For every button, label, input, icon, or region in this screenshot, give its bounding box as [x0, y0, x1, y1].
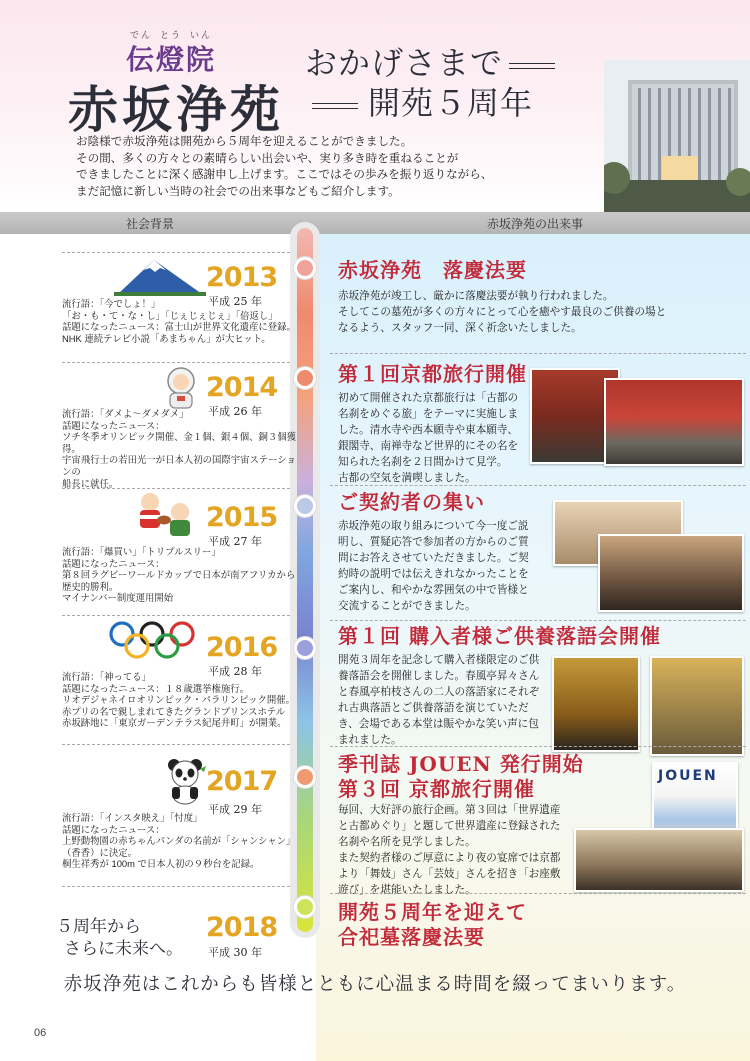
timeline-bar — [297, 228, 313, 932]
temple-name: 伝燈院 — [126, 43, 217, 76]
gathering-photo — [598, 534, 744, 612]
heisei-label: 平成 29 年 — [208, 803, 262, 816]
society-notes: 流行語：「インスタ映え」「忖度」 話題になったニュース： 上野動物園の赤ちゃんパンダの名前が「シャンシャン」 （香香）に決定。 桐生祥秀が 100m で日本人初の９秒台を記録。 — [62, 812, 296, 870]
year-label: 2013 — [206, 262, 278, 293]
panda-icon — [164, 757, 208, 809]
subtitle-line-1: おかげさまで — [305, 38, 555, 84]
timeline-dot — [294, 637, 316, 659]
heisei-label: 平成 30 年 — [208, 946, 262, 959]
rakugo-hall-photo — [650, 656, 744, 756]
timeline-dot — [294, 896, 316, 918]
event-title: 第１回 購入者様ご供養落語会開催 — [338, 624, 661, 648]
divider — [62, 488, 290, 489]
heisei-label: 平成 27 年 — [208, 535, 262, 548]
divider — [62, 744, 290, 745]
event-body: 初めて開催された京都旅行は「古都の 名刹をめぐる旅」をテーマに実施しま した。清水寺や西本願寺や東本願寺、 銀閣寺、南禅寺など世界的にその名を 知られた名刹を２日間かけて見学。 古都の空気を満喫しました。 — [338, 392, 519, 484]
column-header-society: 社会背景 — [125, 217, 174, 231]
rakugo-photo — [552, 656, 640, 752]
event-body: 毎回、大好評の旅行企画。第３回は「世界遺産 と古都めぐり」と題して世界遺産に登録された 名刹や名所を見学しました。 また契約者様のご厚意により夜の宴席では京都 より「舞妓」さん「芸妓」さんを招き「お座敷 遊び」を堪能いたしました。 — [338, 804, 561, 896]
timeline-dot — [294, 367, 316, 389]
event-title: 第１回京都旅行開催 — [338, 362, 527, 386]
society-notes: 流行語：「ダメよ～ダメダメ」 話題になったニュース： ソチ冬季オリンピック開催、金１個、銀４個、銅３個獲得。 宇宙飛行士の若田光一が日本人初の国際宇宙ステーションの 船長に就任。 — [62, 408, 297, 489]
divider — [62, 252, 290, 253]
society-notes: 流行語：「神ってる」 話題になったニュース：１８歳選挙権施行。 リオデジャネイロオリンピック・パラリンピック開催。 赤プリの名で親しまれてきたグランドプリンスホテル 赤坂跡地に「東京ガーデンテラス紀尾井町」が開業。 — [62, 671, 295, 729]
temple-ruby: でん とう いん — [129, 31, 212, 41]
event-title: 季刊誌 JOUEN 発行開始 第３回 京都旅行開催 — [338, 752, 584, 801]
building-photo — [604, 60, 750, 212]
year-label: 2017 — [206, 766, 278, 797]
kyoto-banquet-photo — [574, 828, 744, 892]
astronaut-icon — [160, 366, 202, 414]
heisei-label: 平成 26 年 — [208, 405, 262, 418]
year-label: 2018 — [206, 912, 278, 943]
event-body: 赤坂浄苑の取り組みについて今一度ご説 明し、質疑応答で参加者の方からのご質 問にお答えさせていただきました。ご契 約時の説明では伝えきれなかったことを ご案内し、和やかな雰囲気の中で皆様と 交流することができました。 — [338, 520, 529, 612]
intro-text: お陰様で赤坂浄苑は開苑から５周年を迎えることができました。 その間、多くの方々との素晴らしい出会いや、実り多き時を重ねることが できましたことに深く感謝申し上げます。ここではその歩みを振り返りながら、 まだ記憶に新しい当時の社会での出来事などもご紹介します。 — [76, 134, 493, 198]
year-label: 2016 — [206, 632, 278, 663]
magazine-title: JOUEN — [658, 768, 718, 784]
event-title: 赤坂浄苑 落慶法要 — [338, 258, 527, 282]
society-notes: 流行語：「今でしょ！」 「お・も・て・な・し」「じぇじぇじぇ」「倍返し」 話題になったニュース：富士山が世界文化遺産に登録。 NHK 連続テレビ小説「あまちゃん」が大ヒット。 — [62, 298, 296, 344]
heisei-label: 平成 25 年 — [208, 295, 262, 308]
divider — [330, 353, 746, 354]
mount-fuji-icon — [114, 256, 206, 300]
year-label: 2015 — [206, 502, 278, 533]
heisei-label: 平成 28 年 — [208, 665, 262, 678]
divider — [330, 485, 746, 486]
closing-message: 赤坂浄苑はこれからも皆様とともに心温まる時間を綴ってまいります。 — [63, 974, 687, 995]
event-title: ご契約者の集い — [338, 490, 485, 514]
timeline-dot — [294, 766, 316, 788]
divider — [330, 893, 746, 894]
divider — [330, 746, 746, 747]
divider — [62, 886, 290, 887]
divider — [62, 362, 290, 363]
timeline-dot — [294, 495, 316, 517]
event-body: 赤坂浄苑が竣工し、厳かに落慶法要が執り行われました。 そしてこの墓苑が多くの方々にとって心を癒やす最良のご供養の場と なるよう、スタッフ一同、深く祈念いたしました。 — [338, 290, 667, 334]
event-body: 開苑３周年を記念して購入者様限定のご供 養落語会を開催しました。春風亭昇々さん と春風亭柏枝さんの二人の落語家にそれぞ れ古典落語とご供養落語を演じていただ き、会場である本堂は賑やかな笑い声に包 まれました。 — [338, 654, 540, 746]
olympic-rings-icon — [106, 620, 198, 664]
year-label: 2014 — [206, 372, 278, 403]
event-title: 開苑５周年を迎えて 合祀墓落慶法要 — [338, 900, 527, 949]
future-message: ５周年から さらに未来へ。 — [56, 917, 183, 959]
page-number: 06 — [34, 1027, 47, 1039]
column-header-events: 赤坂浄苑の出来事 — [486, 217, 583, 231]
rugby-icon — [132, 490, 198, 544]
divider — [62, 615, 290, 616]
divider — [330, 620, 746, 621]
kyoto-group-photo — [604, 378, 744, 466]
society-notes: 流行語：「爆買い」「トリプルスリー」 話題になったニュース： 第８回ラグビーワールドカップで日本が南アフリカから 歴史的勝利。 マイナンバー制度運用開始 — [62, 546, 296, 604]
subtitle-line-2: 開苑５周年 — [312, 78, 533, 124]
timeline-dot — [294, 257, 316, 279]
page-title: 赤坂浄苑 — [68, 80, 284, 139]
